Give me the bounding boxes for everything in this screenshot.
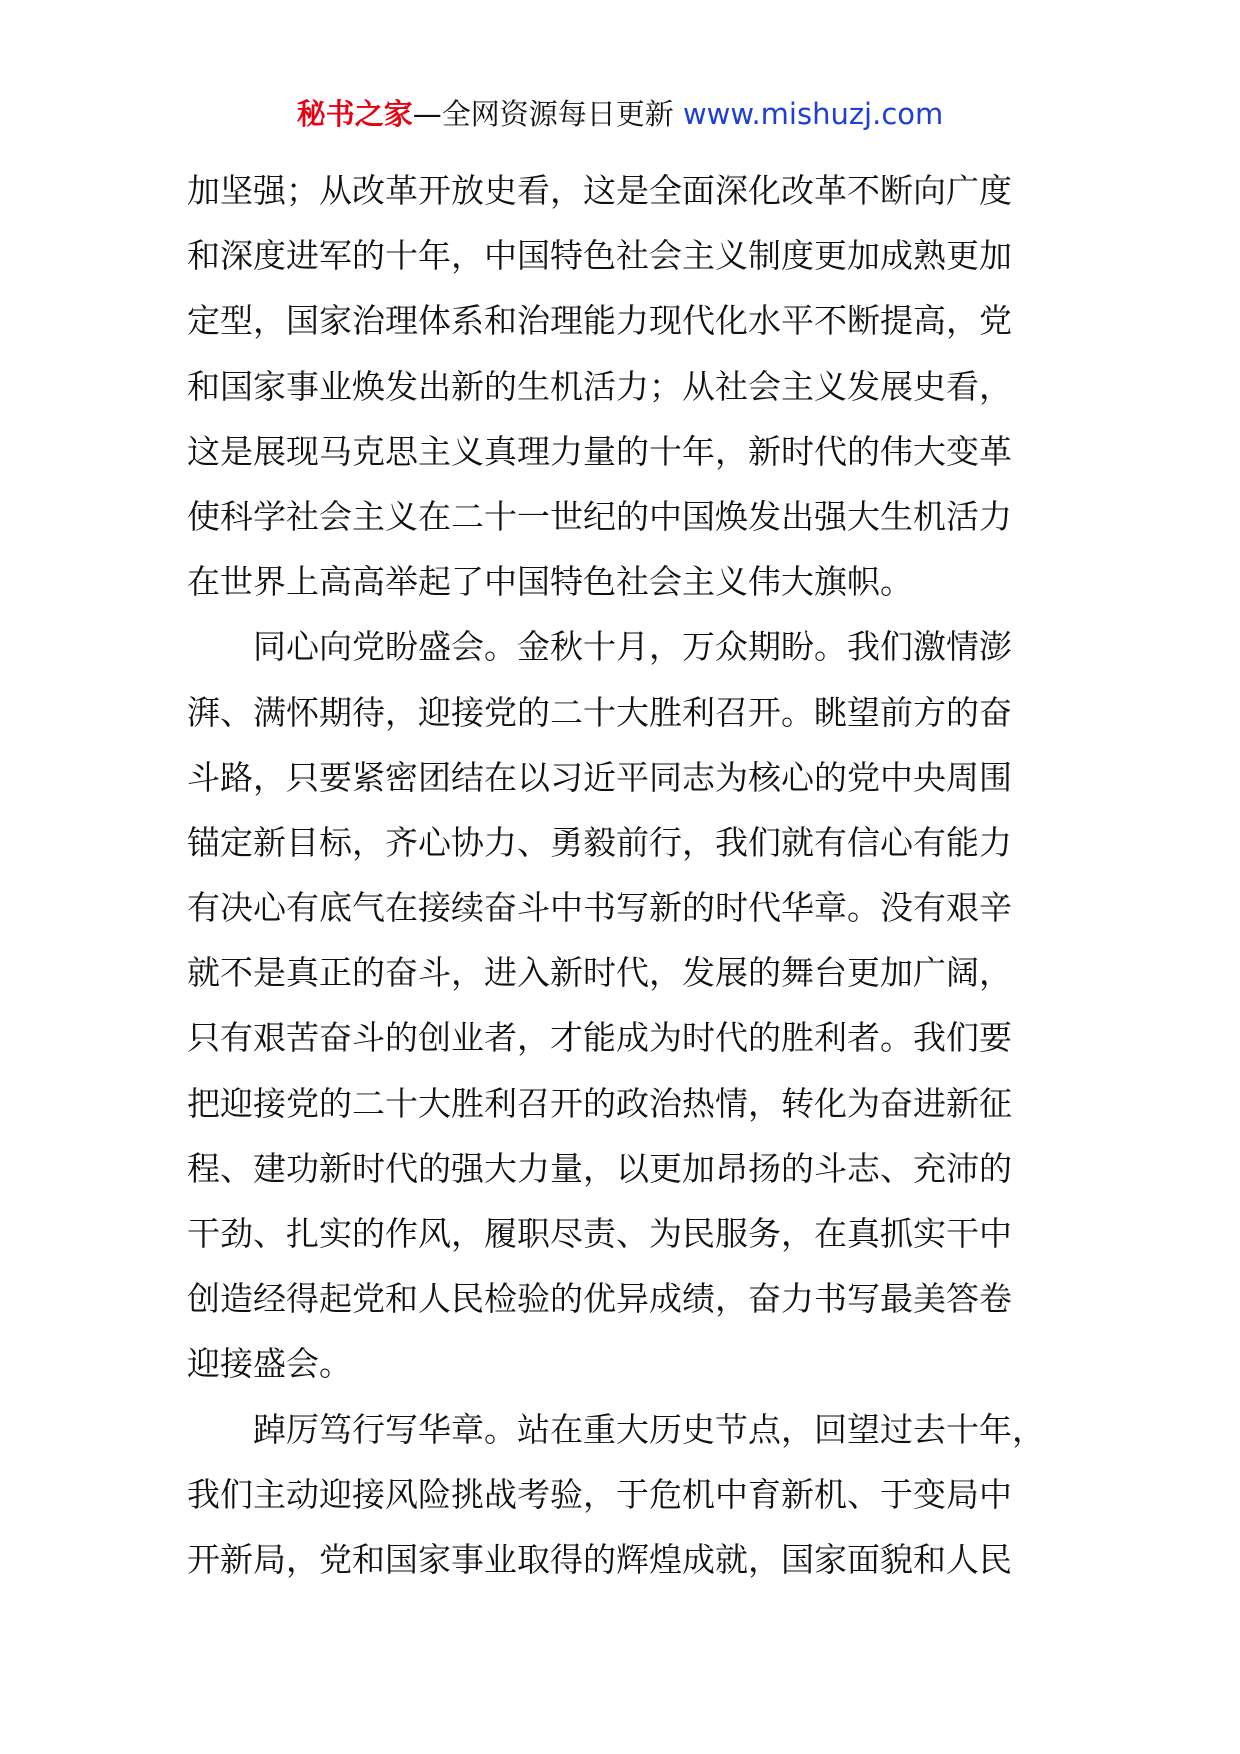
text-line: 锚定新目标，齐心协力、勇毅前行，我们就有信心有能力: [187, 822, 1012, 862]
text-line: 和国家事业焕发出新的生机活力；从社会主义发展史看，: [187, 366, 1012, 406]
text-line: 就不是真正的奋斗，进入新时代，发展的舞台更加广阔，: [187, 953, 1012, 993]
text-line: 创造经得起党和人民检验的优异成绩，奋力书写最美答卷: [187, 1279, 1012, 1319]
text-line: 在世界上高高举起了中国特色社会主义伟大旗帜。: [187, 562, 913, 602]
text-line: 使科学社会主义在二十一世纪的中国焕发出强大生机活力: [187, 496, 1012, 536]
text-line: 斗路，只要紧密团结在以习近平同志为核心的党中央周围: [187, 757, 1012, 797]
text-line: 只有艰苦奋斗的创业者，才能成为时代的胜利者。我们要: [187, 1018, 1012, 1058]
text-line: 干劲、扎实的作风，履职尽责、为民服务，在真抓实干中: [187, 1214, 1012, 1253]
site-header: [0, 94, 1240, 134]
paragraph-start-line: 踔厉笃行写华章。站在重大历史节点，回望过去十年，: [253, 1409, 1045, 1449]
text-line: 迎接盛会。: [187, 1344, 352, 1384]
paragraph-start-line: 同心向党盼盛会。金秋十月，万众期盼。我们激情澎: [253, 627, 1012, 667]
site-brand: 秘书之家: [296, 97, 413, 131]
text-line: 程、建功新时代的强大力量，以更加昂扬的斗志、充沛的: [187, 1148, 1012, 1188]
text-line: 我们主动迎接风险挑战考验，于危机中育新机、于变局中: [187, 1474, 1012, 1514]
text-line: 加坚强；从改革开放史看，这是全面深化改革不断向广度: [187, 171, 1012, 210]
site-tagline: —全网资源每日更新: [412, 97, 674, 131]
text-line: 和深度进军的十年，中国特色社会主义制度更加成熟更加: [187, 236, 1012, 276]
text-line: 有决心有底气在接续奋斗中书写新的时代华章。没有艰辛: [187, 888, 1012, 928]
text-line: 开新局，党和国家事业取得的辉煌成就，国家面貌和人民: [187, 1539, 1012, 1579]
site-url-link[interactable]: www.mishuzj.com: [682, 97, 944, 131]
text-line: 这是展现马克思主义真理力量的十年，新时代的伟大变革: [187, 431, 1012, 471]
text-line: 湃、满怀期待，迎接党的二十大胜利召开。眺望前方的奋: [187, 692, 1012, 732]
text-line: 把迎接党的二十大胜利召开的政治热情，转化为奋进新征: [187, 1083, 1012, 1123]
document-body: [187, 158, 1067, 1592]
text-line: 定型，国家治理体系和治理能力现代化水平不断提高，党: [187, 301, 1012, 341]
